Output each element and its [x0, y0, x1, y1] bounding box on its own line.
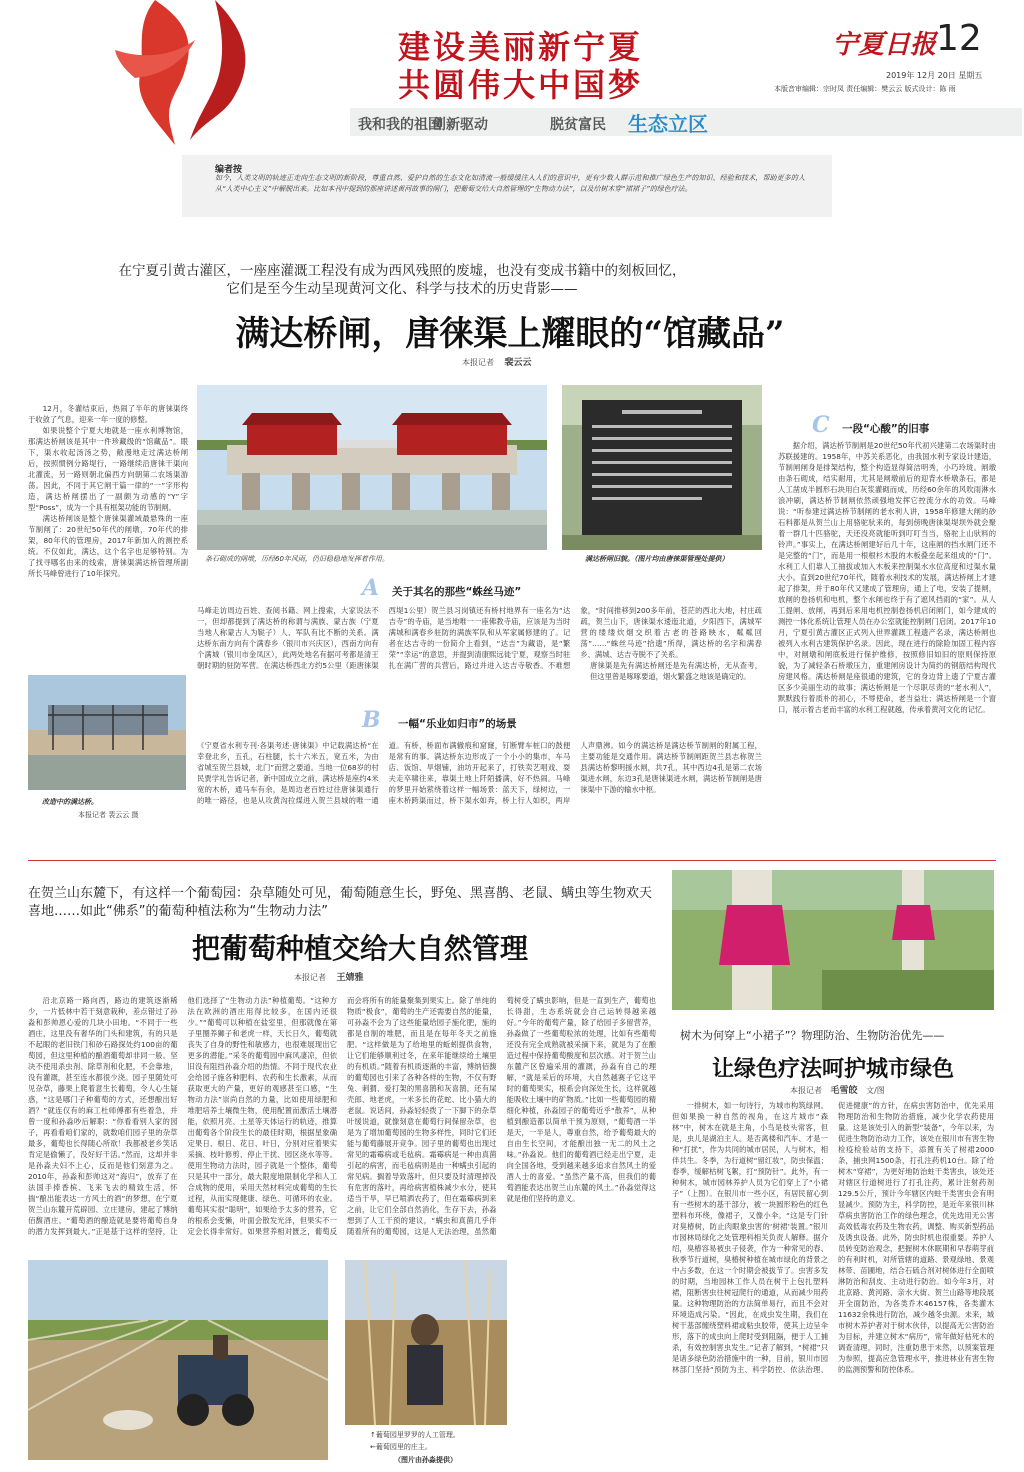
section-a-letter: A [362, 575, 380, 601]
article2-text-bottom [514, 1255, 656, 1460]
photo-old-gate-caption: 满达桥闸旧貌。（图片均由唐徕渠管理处提供） [585, 555, 729, 563]
editor-note-text: 如今，人类文明的轨迹正走向生态文明的新阶段，尊重自然、爱护自然的生态文化如清流一般缓缓注入人们的意识中，更有少数人群示范和推广绿色生产的知识、经验和技术，帮助更多的人从“人类中心主义”中解脱出来。比如本刊中提到的那座讲述黄河故事的闸门，把葡萄交给大自然管理的“生物动力法”，以及给树木穿“裙裙子”的绿色疗法。 [215, 174, 805, 193]
editor-credits: 本版音审编辑：宗时凤 责任编辑：樊云云 版式设计：陈 雨 [774, 85, 956, 93]
intro-para-3: 满达桥闸该是整个唐徕渠灌域最悬殊的一座节制闸了：20世纪50年代的闸墩，70年代的排架，80年代的管理房，2017年新加入的测控系统。不仅如此，满达，这个名字也足够特别。为了找寻哪名由来的线索，唐徕渠满达桥管理所副所长马峰曾进行了10年探究。 [28, 514, 188, 578]
photo-tractor [28, 1260, 328, 1460]
section-c-text: 据介绍，满达桥节制闸是20世纪50年代初兴建第二农场渠时由苏联援建的。1958年，中苏关系恶化，由我国水利专家设计建造，节制闸闸身是排架结构，整个构造显得简洁明秀，小巧玲珑。闸墩由条石砌成，结实耐用，尤其是闸墩前后的迎背水桥墩条石，都是人工凿成半圆形石块用白灰浆灌砌而成，历经60余年的风吹雨淋水浪冲刷，满达桥节制闸依然顽强地发挥它控流分水的功效。马峰说：“听参建过满达桥节制闸的老水利人讲，1958年修建大闸的砂石料都是从贺兰山上用骆驼驮来的，每到傍晚唐徕渠堤坝外就会聚着一群几十匹骆驼，天还没亮就能听到叮叮当当，骆驼上山驮料的铃声。”事实上，在满达桥闸建好后几十年，这座闸的挡水闸门还不是完整的“门”，而是用一根根杉木股的木板叠垒起来组成的“门”。水利工人们靠人工抽拔或加入木板来控制渠水水位高度和过渠水量大小。直到20世纪70年代，随着水利技术的发展，满达桥闸上才建起了排架，并于80年代又建成了管理房，通上了电，安装了提闸，放闸的卷扬机和电机，整个水闸也终于有了遮风挡雨的“家”。从人工提闸、放闸，再到后来用电机控制卷扬机启闭闸门，如今建成的测控一体化系统让管理人员在办公室就能控制闸门启闭。2017年10月，宁夏引黄古灌区正式列入世界灌溉工程遗产名录，满达桥闸也被列入水利古建筑保护名录。因此，现在进行的除险加固工程内容中，对闸墩和闸底板进行保护维修，按照修旧如旧的原则保持原貌，为了减轻条石桥墩压力，重建闸房设计为简约的钢筋结构现代房建风格。满达桥闸是座很通的建筑，它的身边背上遗了宁夏古灌区多少美丽生动的故事；满达桥闸是一个尽职尽责的“老水利人”，默默践行着质朴的初心，不辱使命，老当益壮；满达桥闸是一个窗口，展示着古老而丰富的水利工程就越，传承着黄河文化的记忆。 [778, 441, 996, 714]
theme-2: 创新驱动 [432, 117, 488, 133]
article1-deck: 在宁夏引黄古灌区，一座座灌溉工程没有成为西风残照的废墟，也没有变成书籍中的刻板回忆，它们是至今生动呈现黄河文化、科学与技术的历史背影—— [118, 263, 686, 297]
section-b-title: 一幅“乐业如归市”的场景 [398, 718, 517, 730]
article3-text: 一排树木，如一句诗行，为城市构筑绿网。但如果换一种自然的视角，在这片城市“森林”中，树木在就是主角，小鸟是枝头常客，但是，虫儿是湖泊主人。是否离楼和汽车、才是一种“打扰”，作为共同的城市居民，人与树木，相伴共生。冬季，为行道树“留红妆”，防虫保温；春季，缓解枯树飞絮，打“预防针”。此外，有一种树木，城市园林养护人员为它们穿上了“小裙子”（上图）。在银川市一些小区，有居民留心到有一些树木的基干部分，被一块圆形粉色的红色塑料布环绕，像裙子，又像小伞。“这是专门针对臭椿树，防止肉眼象虫害的‘树裙’装置。”银川市园林局绿化之处管理科相关负责人解释。据介绍，臭椿容易被虫子侵袭，作为一种常见的春、秋季节行道树，臭椿树种植在城市绿化的背景之中占多数，在这一个时期会被拔节了。虫害多发的时期，当地园林工作人员在树干上包扎塑料裙，阻断害虫往树冠爬行的通道，从而减少用药量。这种物理防治的方法简单易行，而且不会对环境造成污染。“因此，在成虫发生期，我们在树干基部缠绕塑料裙或粘虫胶带，使其上边呈伞形，落下的成虫向上爬时受到阻隔，便于人工捕杀，有效控制害虫发生。”记者了解到，“树裙”只是诸多绿色防治措施中的一种，目前，银川市园林部门坚持“预防为主、科学防控、依法治理、促进健康”的方针，在病虫害防治中，优先采用物理防治和生物防治措施，减少化学农药使用量。这是该处引入的新型“装备”，今年以来，为促进生物防治动力工作，该处在银川市有害生物检疫检验站的支持下，添置有关了树裙2000条，捕虫网1500条，打孔注药机10台。除了给树木“穿裙”，为更好地防治蛀干类害虫，该处还对辖区行道树进行了打孔注药，累计注射药剂129.5公斤，预计今年辖区内蛀干类害虫会有明显减少。预防为主，科学防控，是近年来银川林草病虫害防治工作的绿色理念，优先选用无公害高效低毒农药及生物农药，调整、购买新型药品及诱虫设备。此外，防虫时机也很重要。养护人员转变防治观念，把握树木休眠期和早春萌芽前的有利时机，对所管辖的道路、景观绿地、景观林带、苗圃地，结合石硫合剂对树体进行全面喷淋防治和刮皮、主动进行防治。如今年3月，对北京路、黄河路、亲水大街、贺兰山路等地段展开全面防治，为各类乔木46157株，各类灌木11632余株进行防治，减少越冬虫源。未来，城市树木养护者对于树木伙伴，以提高无公害防治为目标，并建立树木“病历”，常年做好枯死木的调查清理，同时，注重防患于未然，以预案管理为参照，提高应急管理水平，推进林业有害生物的监测预警和防控体系。 [672, 1101, 994, 1374]
photo-credit: （图片由孙淼提供） [394, 1456, 457, 1464]
intro-para-2: 如果说整个宁夏大地就是一座水利博物馆，那满达桥闸该是其中一件珍藏级的“馆藏品”。眼下，渠水收起汤汤之势，敞漫地走过满达桥闸后，按照惯例分路堤行，一路继续沿唐徕干渠向北灌流，另一路则朝北偏西方向朝第二农场渠游荡。因此，不同于其它闸干篇一律的“一”字形构造，满达桥闸摆出了一副颇为动感的“Y”字型“Poss”，成为一个具有框架功能的节制闸。 [28, 426, 188, 512]
photo-owner [345, 1260, 507, 1425]
byline-label: 本报记者 [462, 358, 494, 367]
section-b-text: 《宁夏省水利专刊·各渠考述·唐徕渠》中记载满达桥“在幸登北乡，五孔，石柱腿，长十六米五，宽五米，为由省城至贺兰县城，北门”而营之要道。当地一位68岁的村民贾学礼告诉记者，新中国成立之前，满达桥是座约4米宽的木桥，通马车有余，是周边老百姓过往唐徕渠通行的唯一路径，也是从攻黄沟拉煤进入贺兰县城的唯一通道。有桥，桥面布满辙痕和窟窿，钉断臂车桩口的鼓便是常有的事。满达桥东边形成了一个小小的集市，车马店、饭馆、旱烟铺，油坊开起来了，打铁卖艺唱戏、耍夫走卒啸往来，靠渠土地上阡陌播满，好不热闹。马峰的梦里开始萦绕着这样一幅场景：蓝天下，绿树边，一座木桥跨渠而过，桥下渠水如奔，桥上行人如织，两岸人声鼎沸。如今的满达桥是满达桥节制闸的附属工程，主要功能是交通作用。满达桥节制闸距贺兰县志称贺兰县满达桥黎明援水闸，共7孔，其中西边4孔是第二农场渠进水闸，东边3孔是唐徕渠进水闸，满达桥节制闸是唐徕渠中下游的输水中枢。 [197, 741, 762, 805]
photo-reconstruction [28, 675, 186, 790]
article3-title: 让绿色疗法呵护城市绿色 [711, 1056, 954, 1082]
article3-deck: 树木为何穿上“小裙子”？物理防治、生物防治优先—— [680, 1029, 945, 1042]
photo-tree-skirts [672, 870, 994, 1010]
section-c-letter: C [812, 412, 830, 438]
photo-gate-piers-caption: 条石砌成的闸墩，历经60年风雨，仍旧稳稳地发挥着作用。 [205, 555, 389, 563]
masthead [0, 0, 1024, 150]
section-c-title: 一段“心酸”的旧事 [842, 423, 930, 435]
section-a-text: 马峰走访周边百姓、查阅书籍、网上搜索，大家说法不一，但却都提到了满达桥的称谓与满族、蒙古族（宁夏当地人称蒙古人为鞑子）人、军队有比不断的关系。满达桥东南方向有个满春乡（银川市兴庆区），西南方向有个满城（银川市金凤区），此两处地名有据可考都是清王朝时期的驻防军营。在满达桥西北方约5公里（距唐徕渠西堤1公里）贺兰县习岗镇还有桥村地界有一座名为“达吉寺”的寺庙，是当地唯一一座佛教寺庙，应该是为当时满城和满春乡驻防的满族军队和从军家属修建的了。记者在达吉寺的一份简介上看到，“达吉”为藏语，是“繁荣”“幸运”的意思，并提到清康熙远徙宁夏，观察当时驻扎在满广营的兵营后，路过并进入达吉寺敬香。不难想象，“时间推移到200多年前，苍茫的西北大地，村庄疏疏，贺兰山下，唐徕渠水逶迤北道，夕阳西下，满城军营的缕缕炊烟交织着古老的苍路映水，粼粼回荡”……“蛛丝马迹”拾遗”所得，满达桥的名字和满春乡、满城、达吉寺脱不了关系。 [197, 606, 762, 670]
article2-text: 沿北京路一路向西，路边的建筑逐渐稀少，一片低林中若干刻意栽种，差点错过了孙淼和彭帅恩心爱的几块小田地。“不同于一些酒庄，这里没有奢华的门头和建筑，有的只是不起眼的老旧铁门和砂石路探处约100亩的葡萄园，但这里种植的酿酒葡萄却非同一般。坚决不使用杀虫剂、除草剂和化肥，不会靠地，没有灌溉，甚至连水都很少浇。园子里随处可见杂草，藤果上爬着意生长葡萄，令人心生疑惑，“这是哪门子种葡萄的方式，还想酿出好酒？”就连仅有的麻工杜师傅都有些着急，并曾一度和孙淼吵后解职：“你看看别人家的园子，再看看咱们家的，就数咱们园子里的杂草最多，葡萄也长得随心所欲！我都被老乡笑话肯定是偷懒了，没好好干活。”然而，这却并非是孙淼夫妇不上心，反而是他们刻意为之。2010年，孙淼和彭帅这对“海归”，放弃了在法国手捧香槟、飞来飞去的精致生活，怀揣“酿出能表达一方风土的酒”的梦想，在宁夏贺兰山东麓开荒辟园、立庄建房，建起了博纳佰馥酒庄。“葡萄酒的酿造就是要将葡萄自身的潜力发挥到最大。”正是基于这样的坚持，让他们选择了“生物动力法”种植葡萄。“这种方法在欧洲的酒庄用得比较多，在国内还很少。”“葡萄可以种植在盐室里，但那就像在第子里圈养狮子和老虎一样，天长日久，葡萄就丧失了自身的野性和敏感力，也很难展现出它更多的潜能。”采冬的葡萄园中麻风凄凉，但依旧没有阻挡孙淼介绍的热情。不同于现代农业会给园子施各种肥料、农药和生长激素，从而获取更大的产量，更好的观感甚至口感，“生物动力法”崇尚自然的力量，比如使用绿肥和堆肥培养土壤微生物，使用配置而激活土壤潜能，依照月亮、土星等天体运行的轨迹，推算出葡萄各个阶段生长的最佳时期，根据星象确定果日、根日、花日、叶日，分别对应着果实采摘、枝叶修剪、停止干扰、园区浇水等等。使用生物动力法时，园子就是一个整体，葡萄只是其中一部分，最大限度地限制化学和人工合成物的使用，采用天然材料完成葡萄的生长过程，从而实现健康、绿色、可循环的农业。葡萄其实很“聪明”，如果给予太多的营养，它的根系会变懒，叶面会散发光泽，但果实不一定会长得非常好。如果营养相对匮乏，葡萄反而会将所有的能量聚集到果实上。除了单纯的物质“极食”，葡萄的生产还需要自然的能量，可孙淼不会为了这些能量给园子施化肥，施的都是自制的堆肥，而且是在每年冬天之前施肥。“这样做是为了给地里的蚯蚓提供食物，让它们能够顺利过冬，在来年能继续给土壤里的有机质。”随着有机质逐渐的丰富，博纳佰馥的葡萄园也引来了各种各样的生物，不仅有野兔、刺猬、爱打架的黑喜鹊和灰喜鹊，还有屎壳郎、地老虎，一米多长的花蛇、比小猫大的老鼠。说话间，孙淼轻轻拨了一下脚下的杂草叶缓说道，就像刻意在葡萄行间保留杂草，也是为了增加葡萄园的生物多样性，同时它们还能与葡萄藤展开竞争。园子里的葡萄也出现过常见的霜霉病或毛毡病。霜霉病是一种由真菌引起的病害，而毛毡病则是由一种螨虫引起的常见病。搁着导致落叶，但只要及时清理掉没有危害的落叶，再给病害植株减少水分，使其适当干旱，早已喷洒农药了，但在霜霉病到来之前，让它们全部自然消化，生存下去，孙淼想到了人工干预的建议，“螨虫和真菌几乎伴随着所有的葡萄园，这是人无法治理，虽然葡萄树受了螨虫影响，但是一直到生产，葡萄也长得甜，生态系统就会自己运转得越来越好。”今年的葡萄产量，除了给园子多留营养，孙淼做了一些葡萄粒浓的处理，比如有些葡萄还没有完全成熟就被采摘下来，就是为了在酿造过程中保持葡萄酸度和层次感。对于贺兰山东麓产区曾遍采用的灌溉，孙淼有自己的理解，“就是采后的环境，大自然越赛子它这平时的葡萄果实，根系会向深处生长，这样就越能吸收土壤中的矿物质。”比如一些葡萄园的精细化种植，孙淼园子的葡萄近乎“散养”，从种植到酿造都以简单干预为原则，“葡萄酒一半是天，一半是人，尊重自然，给予葡萄最大的自由生长空间，才能酿出独一无二的风土之味。”孙淼说。他们的葡萄酒已经走出宁夏，走向全国各地，受到越来越多追求自然风土的爱酒人士的喜爱。“虽然产量不高，但我们的葡萄酒能表达出贺兰山东麓的风土。”孙淼觉得这就是他们坚持的意义。 [28, 996, 656, 1236]
article1-intro [28, 403, 188, 658]
theme-1: 我和我的祖国 [358, 117, 442, 133]
byline-label: 本报记者 [790, 1086, 822, 1095]
section-b-letter: B [362, 707, 381, 733]
photo-reconstruction-credit: 本报记者 裴云云 摄 [78, 811, 139, 819]
article3-byline [790, 1083, 885, 1096]
photo-tractor-caption: ↑葡萄园里罗罗的人工管理。 [370, 1431, 460, 1439]
section-a-tail: 唐徕渠是先有满达桥闸还是先有满达桥，无从查考，但这里曾是啄啄要道，烟火繁盛之地该是确定的。 [590, 661, 762, 681]
issue-date: 2019年 12月 20日 星期五 [886, 71, 983, 80]
newspaper-logo: 宁夏日报 [832, 30, 937, 60]
theme-3: 脱贫富民 [550, 117, 606, 133]
divider-line [28, 860, 996, 861]
article2-title: 把葡萄种植交给大自然管理 [191, 932, 528, 965]
article2-byline [294, 970, 364, 983]
slogan-line-1: 建设美丽新宁夏 [398, 28, 644, 66]
intro-para-1: 12月，冬灌结束后，热闹了半年的唐徕渠终于收敛了气息，迎来一年一度的修整。 [28, 404, 188, 424]
byline-label: 本报记者 [294, 973, 326, 982]
page-number: 12 [936, 18, 982, 59]
slogan-line-2: 共圆伟大中国梦 [398, 66, 644, 104]
byline-name: 裴云云 [504, 358, 532, 368]
photo-owner-caption: ←葡萄园里的庄主。 [370, 1443, 432, 1451]
photo-gate-piers [197, 385, 547, 550]
photo-reconstruction-caption: 改造中的满达桥。 [42, 798, 98, 806]
byline-name: 王婧雅 [336, 973, 364, 983]
article1-title: 满达桥闸，唐徕渠上耀眼的“馆藏品” [235, 314, 785, 354]
article2-deck: 在贺兰山东麓下，有这样一个葡萄园：杂草随处可见，葡萄随意生长，野兔、黑喜鹊、老鼠、螨虫等生物欢天喜地……如此“佛系”的葡萄种植法称为“生物动力法” [28, 886, 653, 919]
byline-suffix: 文/图 [866, 1086, 885, 1095]
section-a-title: 关于其名的那些“蛛丝马迹” [392, 586, 522, 598]
photo-old-gate [562, 385, 762, 550]
byline-name: 毛雪皎 [830, 1086, 858, 1096]
article1-byline [462, 355, 532, 368]
editor-note-label: 编者按 [215, 165, 243, 175]
theme-active: 生态立区 [628, 112, 708, 136]
